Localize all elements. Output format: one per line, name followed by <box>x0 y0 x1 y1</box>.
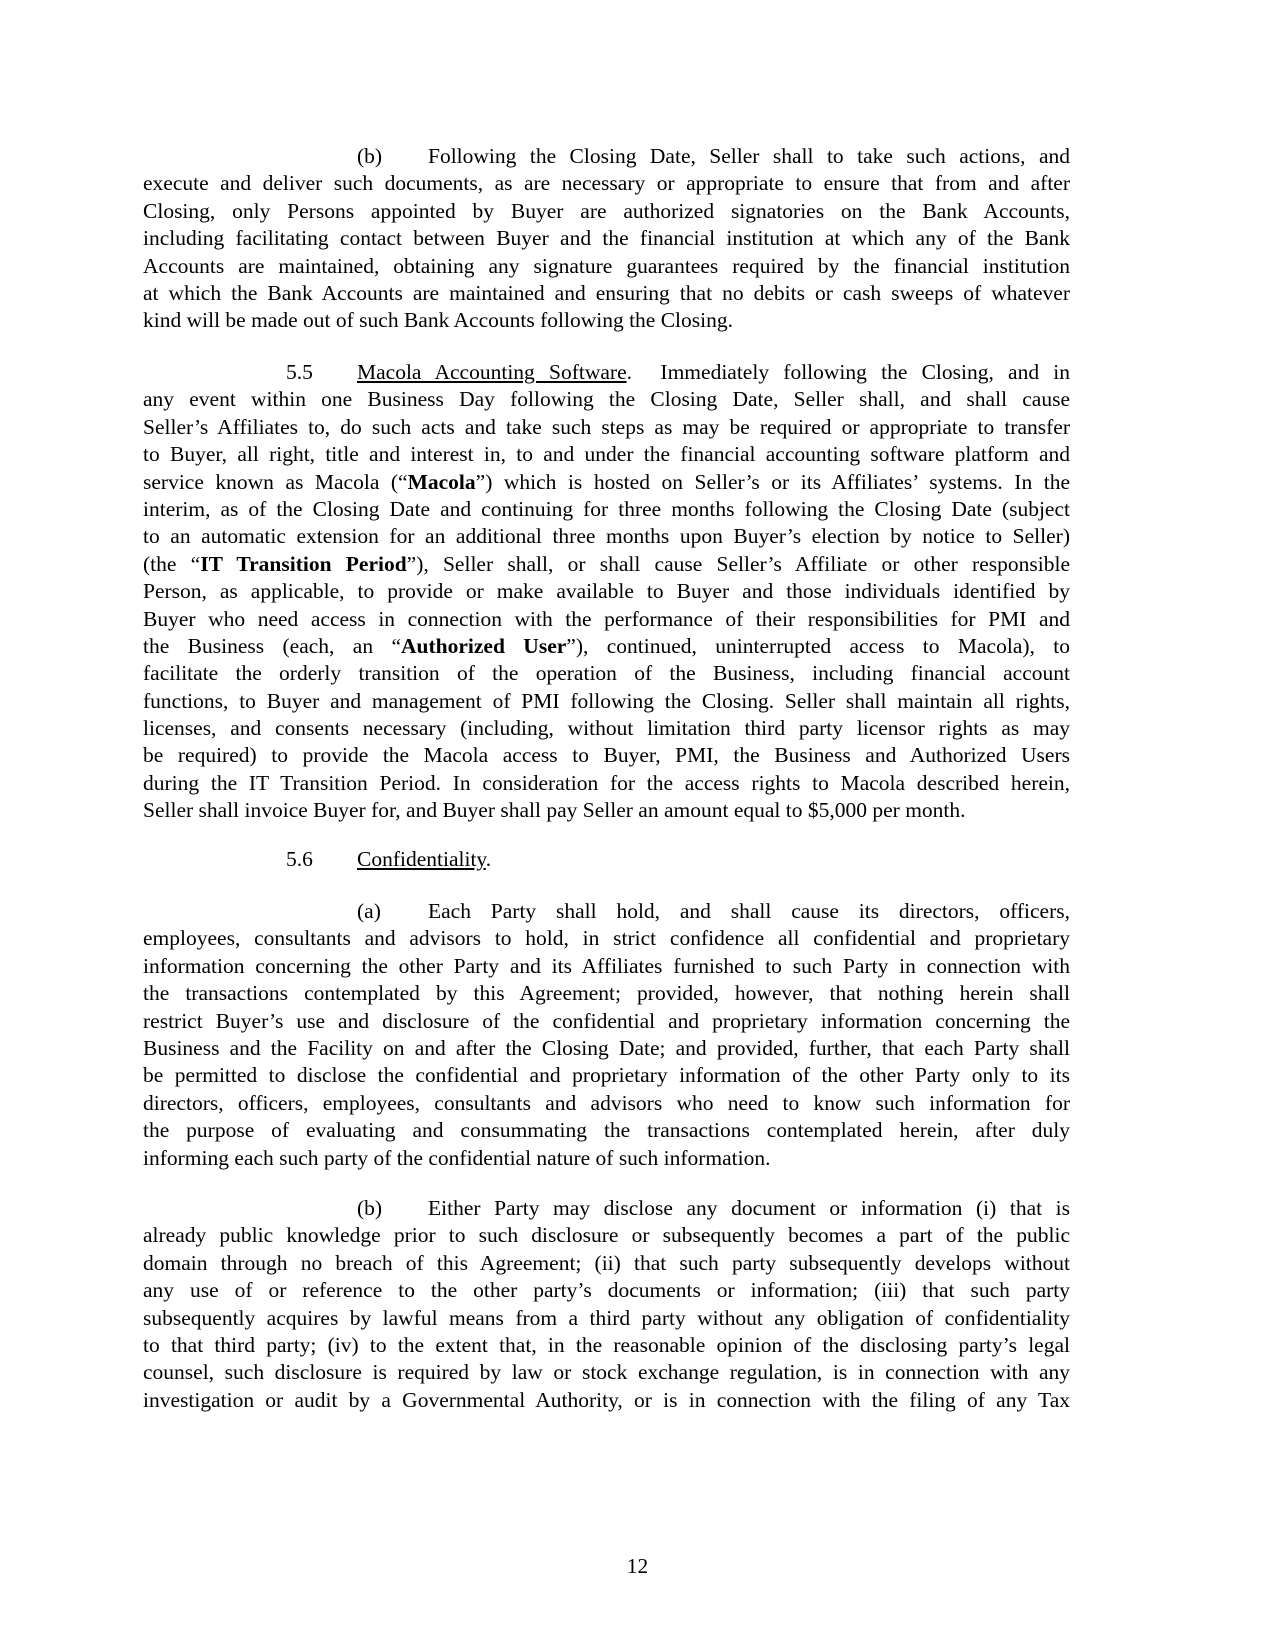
text-line: the purpose of evaluating and consummating the transactions contemplated herein, after duly <box>143 1118 1070 1143</box>
section-heading-line: 5.6 Confidentiality. <box>143 846 1070 873</box>
text-line: subsequently acquires by lawful means from a third party without any obligation of confidentiality <box>143 1305 1070 1330</box>
defined-term-it-transition-period: IT Transition Period <box>200 551 407 576</box>
text-line: Closing, only Persons appointed by Buyer are authorized signatories on the Bank Accounts, <box>143 198 1070 223</box>
text-line: to Buyer, all right, title and interest in, to and under the financial accounting software platform and <box>143 442 1070 467</box>
text-line: employees, consultants and advisors to hold, in strict confidence all confidential and proprietary <box>143 926 1070 951</box>
text-line: the transactions contemplated by this Agreement; provided, however, that nothing herein shall <box>143 981 1070 1006</box>
text-line: Buyer who need access in connection with the performance of their responsibilities for PMI and <box>143 606 1070 631</box>
text-line: domain through no breach of this Agreement; (ii) that such party subsequently develops without <box>143 1250 1070 1275</box>
text-line: be permitted to disclose the confidential and proprietary information of the other Party only to its <box>143 1063 1070 1088</box>
text-line: counsel, such disclosure is required by law or stock exchange regulation, is in connection with any <box>143 1360 1070 1385</box>
text-line: (b) Either Party may disclose any document or information (i) that is <box>143 1195 1070 1222</box>
text-line: Seller’s Affiliates to, do such acts and take such steps as may be required or appropriate to transfer <box>143 414 1070 439</box>
defined-term-authorized-user: Authorized User <box>401 633 567 658</box>
text-line: at which the Bank Accounts are maintained and ensuring that no debits or cash sweeps of whatever <box>143 280 1070 305</box>
text-line: licenses, and consents necessary (including, without limitation third party licensor rights as may <box>143 716 1070 741</box>
text-line: interim, as of the Closing Date and continuing for three months following the Closing Date (subject <box>143 496 1070 521</box>
text-line: be required) to provide the Macola access to Buyer, PMI, the Business and Authorized Users <box>143 743 1070 768</box>
page-number: 12 <box>626 1554 649 1578</box>
text-line: Person, as applicable, to provide or make available to Buyer and those individuals identified by <box>143 579 1070 604</box>
text-line: including facilitating contact between Buyer and the financial institution at which any of the Bank <box>143 226 1070 251</box>
section-number: 5.5 <box>286 360 313 384</box>
text-line: (a) Each Party shall hold, and shall cause its directors, officers, <box>143 898 1070 925</box>
section-number: 5.6 <box>286 847 313 871</box>
text-line: already public knowledge prior to such disclosure or subsequently becomes a part of the public <box>143 1223 1070 1248</box>
text-line: any event within one Business Day following the Closing Date, Seller shall, and shall cause <box>143 387 1070 412</box>
text-line: Seller shall invoice Buyer for, and Buyer shall pay Seller an amount equal to $5,000 per month. <box>143 798 966 823</box>
text-line: kind will be made out of such Bank Accounts following the Closing. <box>143 308 733 333</box>
text-line: functions, to Buyer and management of PMI following the Closing. Seller shall maintain all rights, <box>143 688 1070 713</box>
section-5-6-heading <box>143 846 1070 873</box>
section-title: Macola Accounting Software <box>357 360 627 384</box>
text-line: to an automatic extension for an additional three months upon Buyer’s election by notice to Seller) <box>143 524 1070 549</box>
section-title: Confidentiality <box>357 847 486 871</box>
paragraph-label: (b) <box>357 144 383 168</box>
text-line: Accounts are maintained, obtaining any signature guarantees required by the financial institution <box>143 253 1070 278</box>
defined-term-macola: Macola <box>407 469 476 494</box>
text-line: to that third party; (iv) to the extent that, in the reasonable opinion of the disclosing party’s legal <box>143 1332 1070 1357</box>
text-line: directors, officers, employees, consultants and advisors who need to know such information for <box>143 1090 1070 1115</box>
text-line: during the IT Transition Period. In consideration for the access rights to Macola described herein, <box>143 770 1070 795</box>
section-heading-line: 5.5 Macola Accounting Software. Immediately following the Closing, and in <box>143 359 1070 386</box>
text-line: Business and the Facility on and after the Closing Date; and provided, further, that each Party shall <box>143 1035 1070 1060</box>
text-line: investigation or audit by a Governmental Authority, or is in connection with the filing of any Tax <box>143 1387 1070 1412</box>
paragraph-5-4-b <box>143 143 1070 335</box>
text-line: the Business (each, an “Authorized User”), continued, uninterrupted access to Macola), to <box>143 633 1071 658</box>
text-line: execute and deliver such documents, as are necessary or appropriate to ensure that from and after <box>143 171 1070 196</box>
paragraph-5-6-a <box>143 898 1070 1172</box>
text-line: (the “IT Transition Period”), Seller shall, or shall cause Seller’s Affiliate or other responsible <box>143 551 1070 576</box>
text-line: information concerning the other Party and its Affiliates furnished to such Party in connection with <box>143 953 1070 978</box>
paragraph-5-6-b <box>143 1195 1070 1414</box>
text-line: restrict Buyer’s use and disclosure of the confidential and proprietary information concerning the <box>143 1008 1070 1033</box>
section-5-5 <box>143 359 1070 825</box>
paragraph-label: (a) <box>357 899 381 923</box>
text-line: any use of or reference to the other party’s documents or information; (iii) that such party <box>143 1278 1070 1303</box>
paragraph-label: (b) <box>357 1196 383 1220</box>
text-line: service known as Macola (“Macola”) which is hosted on Seller’s or its Affiliates’ systems. In the <box>143 469 1070 494</box>
text-line: (b) Following the Closing Date, Seller shall to take such actions, and <box>143 143 1070 170</box>
text-line: informing each such party of the confidential nature of such information. <box>143 1145 771 1170</box>
text-line: facilitate the orderly transition of the operation of the Business, including financial account <box>143 661 1070 686</box>
